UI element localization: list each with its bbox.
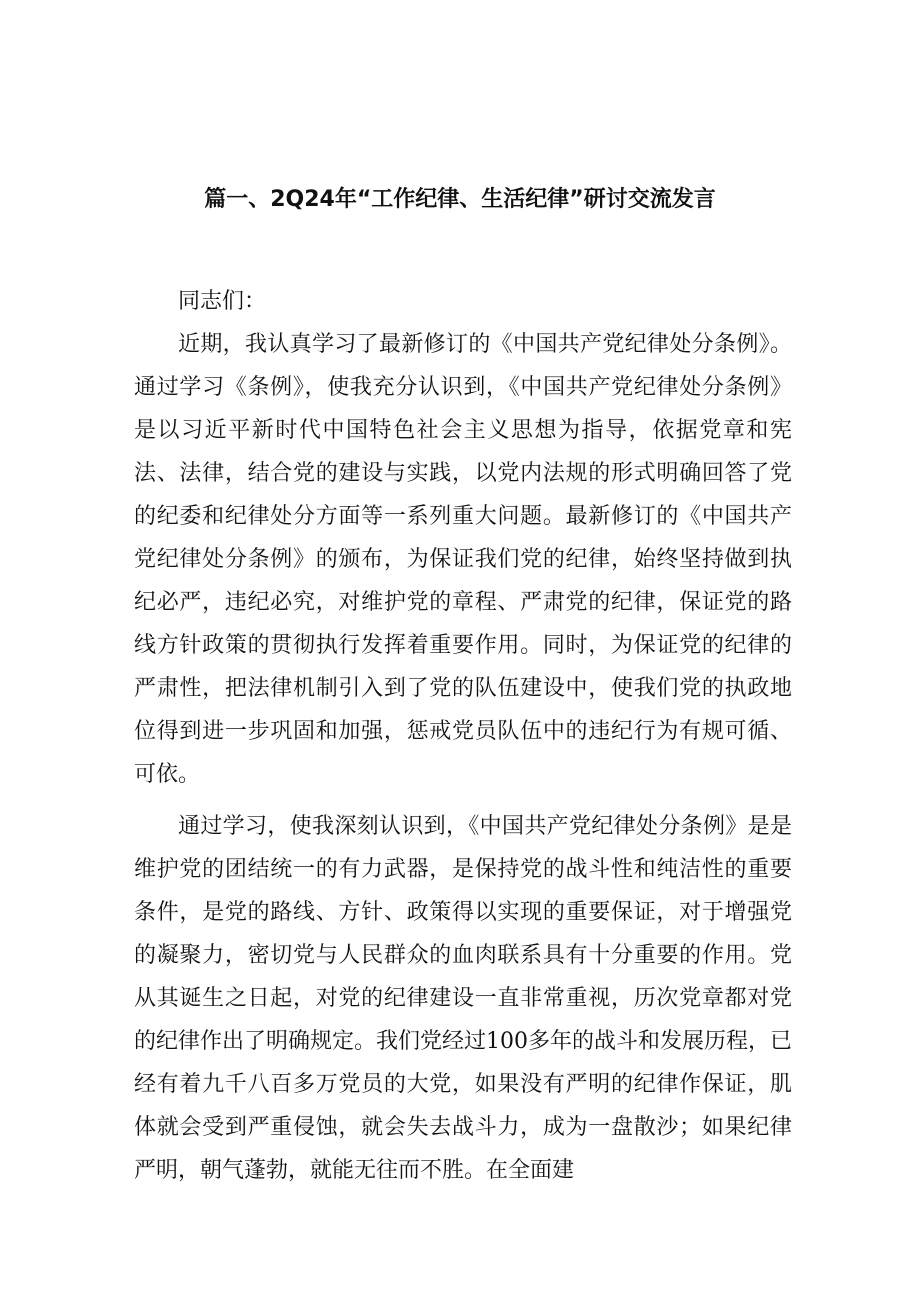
paragraph-1: 近期，我认真学习了最新修订的《中国共产党纪律处分条例》。通过学习《条例》，使我充分认识到，《中国共产党纪律处分条例》是以习近平新时代中国特色社会主义思想为指导，依据党章和宪法、法律，结合党的建设与实践，以党内法规的形式明确回答了党的纪委和纪律处分方面等一系列重大问题。最新修订的《中国共产党纪律处分条例》的颁布，为保证我们党的纪律，始终坚持做到执纪必严，违纪必究，对维护党的章程、严肃党的纪律，保证党的路线方针政策的贯彻执行发挥着重要作用。同时，为保证党的纪律的严肃性，把法律机制引入到了党的队伍建设中，使我们党的执政地位得到进一步巩固和加强，惩戒党员队伍中的违纪行为有规可循、可依。 <box>134 332 792 787</box>
salutation: 同志们： <box>178 289 267 314</box>
paragraph-2: 通过学习，使我深刻认识到，《中国共产党纪律处分条例》是是维护党的团结统一的有力武器，是保持党的战斗性和纯洁性的重要条件，是党的路线、方针、政策得以实现的重要保证，对于增强党的凝聚力，密切党与人民群众的血肉联系具有十分重要的作用。党从其诞生之日起，对党的纪律建设一直非常重视，历次党章都对党的纪律作出了明确规定。我们党经过100多年的战斗和发展历程，已经有着九千八百多万党员的大党，如果没有严明的纪律作保证，肌体就会受到严重侵蚀，就会失去战斗力，成为一盘散沙；如果纪律严明，朝气蓬勃，就能无往而不胜。在全面建 <box>134 814 792 1183</box>
document-body <box>134 280 792 1192</box>
document-title: 篇一、2Q24年“工作纪律、生活纪律”研讨交流发言 <box>204 187 716 212</box>
